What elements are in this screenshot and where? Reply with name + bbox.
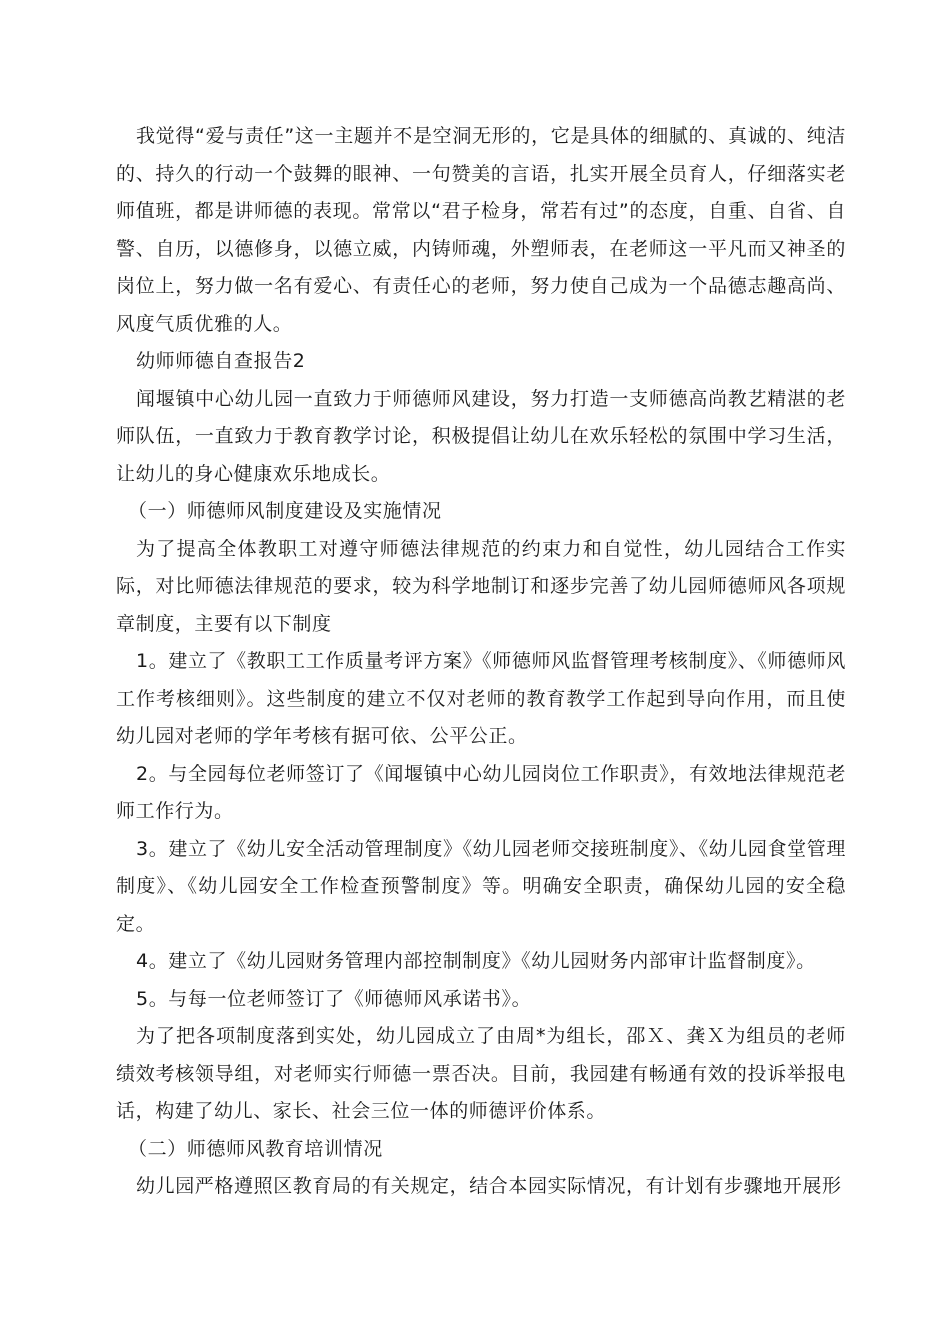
paragraph-love-responsibility: 我觉得“爱与责任”这一主题并不是空洞无形的，它是具体的细腻的、真诚的、纯洁的、持久的行动一个鼓舞的眼神、一句赞美的言语，扎实开展全员育人，仔细落实老师值班，都是讲师德的表现。常常以“君子检身，常若有过”的态度，自重、自省、自警、自历，以德修身，以德立威，内铸师魂，外塑师表，在老师这一平凡而又神圣的岗位上，努力做一名有爱心、有责任心的老师，努力使自己成为一个品德志趣高尚、风度气质优雅的人。 xyxy=(116,125,846,335)
paragraph-training: 幼儿园严格遵照区教育局的有关规定，结合本园实际情况，有计划有步骤地开展形 xyxy=(136,1175,842,1197)
list-item-3: 3。建立了《幼儿安全活动管理制度》《幼儿园老师交接班制度》、《幼儿园食堂管理制度》、《幼儿园安全工作检查预警制度》等。明确安全职责，确保幼儿园的安全稳定。 xyxy=(116,837,846,935)
list-item-4: 4。建立了《幼儿园财务管理内部控制制度》《幼儿园财务内部审计监督制度》。 xyxy=(136,950,816,972)
section-heading-1: （一）师德师风制度建设及实施情况 xyxy=(128,500,442,522)
section-heading-2: （二）师德师风教育培训情况 xyxy=(128,1137,383,1160)
report-title-2: 幼师师德自查报告2 xyxy=(136,350,306,372)
list-item-1: 1。建立了《教职工工作质量考评方案》《师德师风监督管理考核制度》、《师德师风工作考核细则》。这些制度的建立不仅对老师的教育教学工作起到导向作用，而且使幼儿园对老师的学年考核有据可依、公平公正。 xyxy=(116,650,846,747)
paragraph-implementation: 为了把各项制度落到实处，幼儿园成立了由周*为组长，邵Ｘ、龚Ｘ为组员的老师绩效考核领导组，对老师实行师德一票否决。目前，我园建有畅通有效的投诉举报电话，构建了幼儿、家长、社会三位一体的师德评价体系。 xyxy=(116,1025,846,1122)
paragraph-system-building: 为了提高全体教职工对遵守师德法律规范的约束力和自觉性，幼儿园结合工作实际，对比师德法律规范的要求，较为科学地制订和逐步完善了幼儿园师德师风各项规章制度，主要有以下制度 xyxy=(116,537,846,635)
list-item-5: 5。与每一位老师签订了《师德师风承诺书》。 xyxy=(136,987,532,1010)
paragraph-intro: 闻堰镇中心幼儿园一直致力于师德师风建设，努力打造一支师德高尚教艺精湛的老师队伍，一直致力于教育教学讨论，积极提倡让幼儿在欢乐轻松的氛围中学习生活，让幼儿的身心健康欢乐地成长。 xyxy=(116,387,846,485)
list-item-2: 2。与全园每位老师签订了《闻堰镇中心幼儿园岗位工作职责》，有效地法律规范老师工作行为。 xyxy=(116,762,846,822)
document-body xyxy=(116,118,846,1206)
